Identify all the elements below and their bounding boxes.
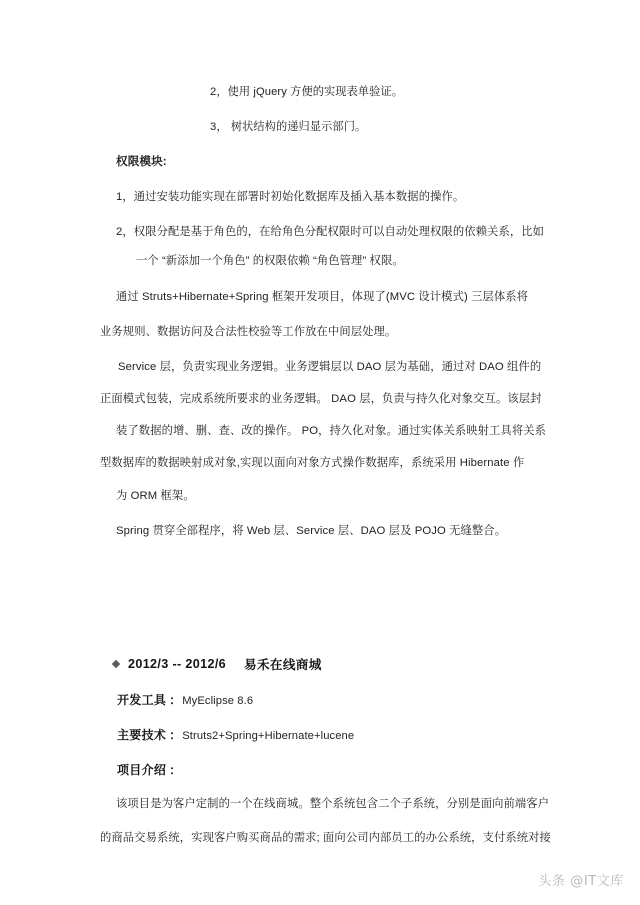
project-heading	[113, 654, 322, 673]
layers-line-2: 正面模式包装，完成系统所要求的业务逻辑。 DAO 层，负责与持久化对象交互。该层封	[100, 393, 542, 405]
field-main-tech-separator: ：	[169, 728, 182, 742]
field-project-intro-label: 项目介绍	[117, 763, 167, 777]
permission-item-1: 1，通过安装功能实现在部署时初始化数据库及插入基本数据的操作。	[116, 191, 465, 203]
field-main-tech-label: 主要技术	[117, 728, 167, 742]
permission-item-2: 2，权限分配是基于角色的，在给角色分配权限时可以自动处理权限的依赖关系，比如	[116, 226, 545, 238]
layers-line-4: 型数据库的数据映射成对象,实现以面向对象方式操作数据库，系统采用 Hibernate 作	[100, 457, 525, 469]
field-dev-tool-separator: ：	[169, 693, 182, 707]
layers-line-5: 为 ORM 框架。	[116, 490, 195, 502]
intro-line-2: 的商品交易系统，实现客户购买商品的需求; 面向公司内部员工的办公系统，支付系统对接	[100, 832, 551, 844]
numbered-item-2: 2，使用 jQuery 方便的实现表单验证。	[210, 86, 404, 98]
architecture-line-1: 通过 Struts+Hibernate+Spring 框架开发项目，体现了(MVC 设计模式) 三层体系将	[116, 291, 529, 303]
field-project-intro-separator: ：	[169, 763, 182, 777]
project-date-range: 2012/3 -- 2012/6	[128, 656, 227, 671]
architecture-line-2: 业务规则、数据访问及合法性校验等工作放在中间层处理。	[100, 326, 397, 338]
numbered-item-3: 3， 树状结构的递归显示部门。	[210, 121, 367, 133]
diamond-bullet-icon	[112, 659, 120, 667]
field-dev-tool	[117, 691, 253, 708]
project-title: 易禾在线商城	[244, 658, 322, 672]
permission-item-2-continuation: 一个 “新添加一个角色” 的权限依赖 “角色管理” 权限。	[136, 255, 404, 267]
field-dev-tool-label: 开发工具	[117, 693, 167, 707]
field-project-intro	[117, 761, 182, 778]
field-dev-tool-value: MyEclipse 8.6	[182, 695, 254, 707]
watermark: 头条 @IT文库	[538, 874, 624, 889]
permission-module-label: 权限模块:	[116, 155, 167, 168]
layers-line-1: Service 层，负责实现业务逻辑。业务逻辑层以 DAO 层为基础，通过对 DAO 组件的	[118, 361, 542, 373]
field-main-tech-value: Struts2+Spring+Hibernate+lucene	[182, 730, 355, 742]
spring-line-1: Spring 贯穿全部程序，将 Web 层、Service 层、DAO 层及 POJO 无缝整合。	[116, 525, 507, 537]
layers-line-3: 装了数据的增、删、查、改的操作。 PO，持久化对象。通过实体关系映射工具将关系	[116, 425, 547, 437]
intro-line-1: 该项目是为客户定制的一个在线商城。整个系统包含二个子系统，分别是面向前端客户	[116, 798, 550, 810]
field-main-tech	[117, 726, 354, 743]
